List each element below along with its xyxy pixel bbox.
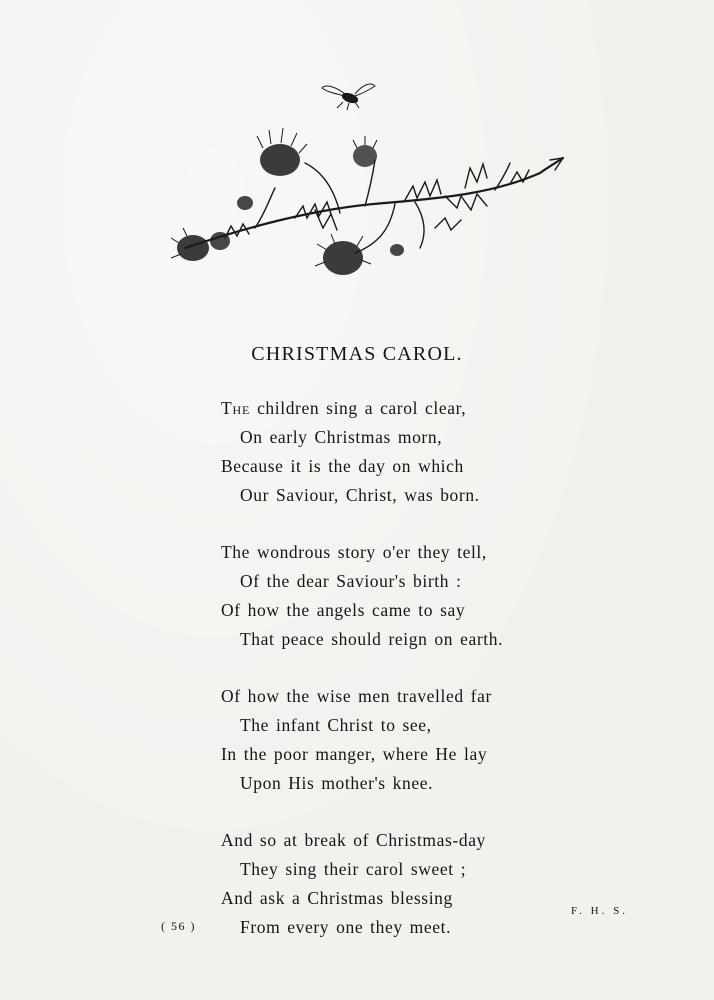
stanza-4 — [221, 826, 621, 942]
poem-line: Of how the wise men travelled far — [221, 686, 492, 706]
poem-line: The wondrous story o'er they tell, — [221, 542, 487, 562]
poem-title: CHRISTMAS CAROL. — [251, 343, 463, 365]
stanza-1 — [221, 394, 621, 510]
thistle-branch-icon — [165, 78, 570, 293]
author-initials: F. H. S. — [570, 905, 628, 917]
poem-line: The infant Christ to see, — [240, 715, 432, 735]
page-number: ( 56 ) — [161, 919, 196, 933]
poem-line: Of how the angels came to say — [221, 600, 466, 620]
bee-icon — [322, 84, 375, 110]
stanza-3 — [221, 682, 621, 798]
poem-line: Of the dear Saviour's birth : — [240, 571, 462, 591]
poem-line: And ask a Christmas blessing — [221, 888, 453, 908]
poem-line: In the poor manger, where He lay — [221, 744, 488, 764]
first-word: The — [221, 398, 251, 418]
poem-line: Our Saviour, Christ, was born. — [240, 485, 480, 505]
stanza-2 — [221, 538, 621, 654]
poem-line: That peace should reign on earth. — [240, 629, 504, 649]
poem-body — [221, 394, 621, 970]
poem-line: They sing their carol sweet ; — [240, 859, 467, 879]
poem-line: On early Christmas morn, — [240, 427, 443, 447]
poem-line: And so at break of Christmas-day — [221, 830, 486, 850]
poem-line: From every one they meet. — [240, 917, 452, 937]
poem-line: Because it is the day on which — [221, 456, 464, 476]
poem-line: Upon His mother's knee. — [240, 773, 434, 793]
poem-line: The children sing a carol clear, — [221, 398, 467, 418]
